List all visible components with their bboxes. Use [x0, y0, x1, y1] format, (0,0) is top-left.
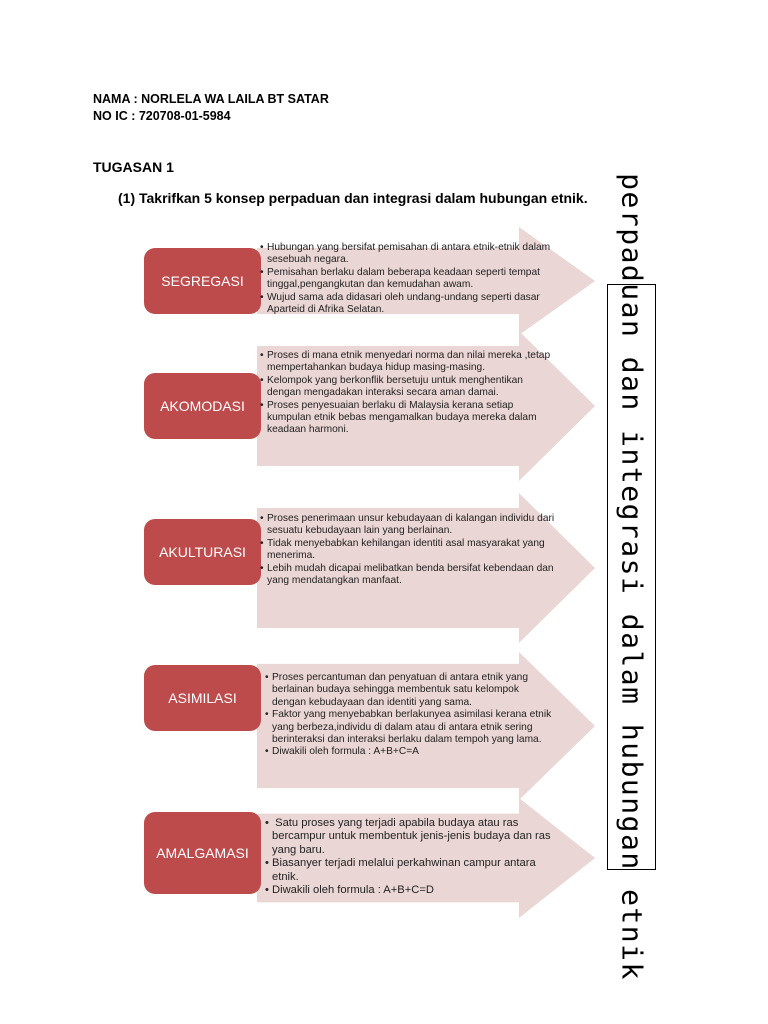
- concept-points: [265, 672, 555, 759]
- concept-point: • Proses penyesuaian berlaku di Malaysia kerana setiap kumpulan etnik bebas mengamalkan budaya mereka dalam keadaan harmoni.: [260, 400, 555, 437]
- concept-row-amalgamasi: [144, 798, 594, 918]
- concept-box: SEGREGASI: [144, 248, 261, 314]
- student-ic: NO IC : 720708-01-5984: [93, 109, 231, 123]
- side-label-box: [607, 173, 656, 981]
- concept-point: • Diwakili oleh formula : A+B+C=D: [265, 884, 555, 897]
- concept-point: • Hubungan yang bersifat pemisahan di antara etnik-etnik dalam sesebuah negara.: [260, 242, 555, 267]
- concept-point: • Wujud sama ada didasari oleh undang-undang seperti dasar Aparteid di Afrika Selatan.: [260, 292, 555, 317]
- concept-point: • Lebih mudah dicapai melibatkan benda bersifat kebendaan dan yang mendatangkan manfaat.: [260, 563, 555, 588]
- concept-row-asimilasi: [144, 652, 594, 800]
- concept-row-segregasi: [144, 227, 594, 335]
- concept-point: • Diwakili oleh formula : A+B+C=A: [265, 746, 555, 758]
- concept-points: [260, 350, 555, 437]
- task-question: (1) Takrifkan 5 konsep perpaduan dan integrasi dalam hubungan etnik.: [118, 190, 588, 206]
- task-title: TUGASAN 1: [93, 159, 174, 175]
- concept-box: AKULTURASI: [144, 519, 261, 585]
- concept-points: [265, 817, 555, 897]
- concept-point: • Proses di mana etnik menyedari norma dan nilai mereka ,tetap mempertahankan budaya hidup masing-masing.: [260, 350, 555, 375]
- concept-box: ASIMILASI: [144, 665, 261, 731]
- concept-point: • Kelompok yang berkonflik bersetuju untuk menghentikan dengan mengadakan interaksi secara aman damai.: [260, 375, 555, 400]
- concept-box: AMALGAMASI: [144, 812, 261, 894]
- concept-point: • Pemisahan berlaku dalam beberapa keadaan seperti tempat tinggal,pengangkutan dan kemudahan awam.: [260, 267, 555, 292]
- concept-points: [260, 242, 555, 316]
- concept-row-akulturasi: [144, 493, 594, 643]
- side-label-text: perpaduan dan integrasi dalam hubungan etnik: [615, 173, 648, 981]
- concept-row-akomodasi: [144, 331, 594, 481]
- concept-point: • Proses percantuman dan penyatuan di antara etnik yang berlainan budaya sehingga membentuk satu kelompok dengan kebudayaan dan identiti yang sama.: [265, 672, 555, 709]
- concept-point: • Faktor yang menyebabkan berlakunyea asimilasi kerana etnik yang berbeza,individu di dalam atau di antara etnik sering berinteraksi dan interaksi berlaku dalam tempoh yang lama.: [265, 709, 555, 746]
- concept-point: • Proses penerimaan unsur kebudayaan di kalangan individu dari sesuatu kebudayaan lain yang berlainan.: [260, 513, 555, 538]
- student-name: NAMA : NORLELA WA LAILA BT SATAR: [93, 92, 329, 106]
- concept-point: • Tidak menyebabkan kehilangan identiti asal masyarakat yang menerima.: [260, 538, 555, 563]
- concept-box: AKOMODASI: [144, 373, 261, 439]
- concept-point: • Satu proses yang terjadi apabila budaya atau ras bercampur untuk membentuk jenis-jenis budaya dan ras yang baru.: [265, 817, 555, 857]
- concept-point: • Biasanyer terjadi melalui perkahwinan campur antara etnik.: [265, 857, 555, 884]
- concept-points: [260, 513, 555, 587]
